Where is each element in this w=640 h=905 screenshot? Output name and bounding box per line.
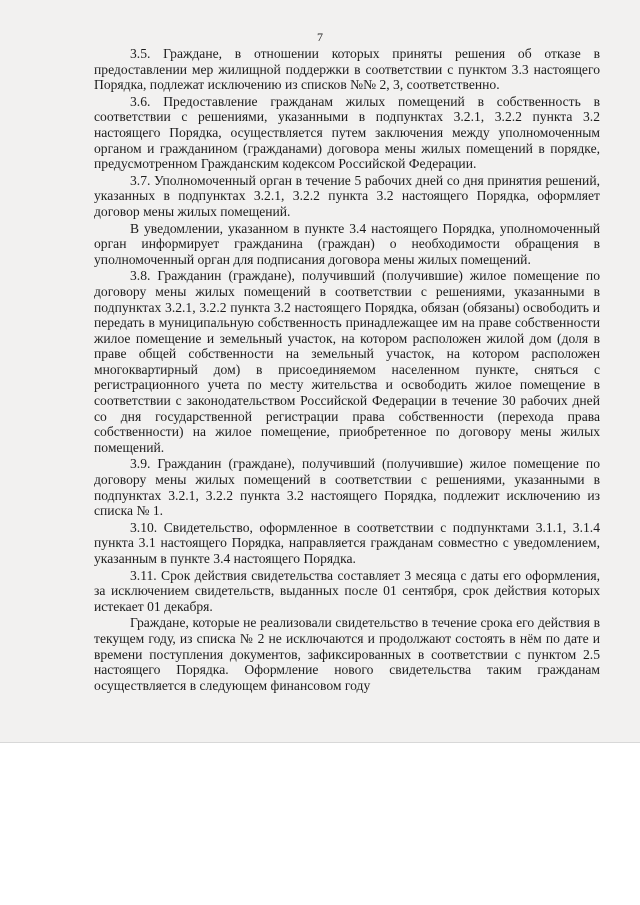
paragraph-3-6: 3.6. Предоставление гражданам жилых помещений в собственность в соответствии с решениями, указанными в подпунктах 3.2.1, 3.2.2 пункта 3.2 настоящего Порядка, осуществляется путем заключения между уполномоченным органом и гражданином (гражданами) договора мены жилых помещений в порядке, предусмотренном Гражданским кодексом Российской Федерации.	[94, 93, 600, 172]
paragraph-3-10: 3.10. Свидетельство, оформленное в соответствии с подпунктами 3.1.1, 3.1.4 пункта 3.1 настоящего Порядка, направляется гражданам совместно с уведомлением, указанным в пункте 3.4 настоящего Порядка.	[94, 519, 600, 566]
paragraph-3-8: 3.8. Гражданин (граждане), получивший (получившие) жилое помещение по договору мены жилых помещений в соответствии с решениями, указанными в подпунктах 3.2.1, 3.2.2 пункта 3.2 настоящего Порядка, обязан (обязаны) освободить и передать в муниципальную собственность принадлежащее им на праве собственности жилое помещение и земельный участок, на котором расположен жилой дом (доля в праве общей собственности на земельный участок, на котором расположен многоквартирный дом) в присоединяемом населенном пункте, сняться с регистрационного учета по месту жительства и освободить жилое помещение в соответствии с законодательством Российской Федерации в течение 30 рабочих дней со дня государственной регистрации права собственности (перехода права собственности) на жилое помещение, приобретенное по договору мены жилых помещений.	[94, 268, 600, 455]
document-body	[94, 46, 600, 693]
paragraph-3-9: 3.9. Гражданин (граждане), получивший (получившие) жилое помещение по договору мены жилых помещений в соответствии с решениями, указанными в подпунктах 3.2.1, 3.2.2 пункта 3.2 настоящего Порядка, подлежит исключению из списка № 1.	[94, 456, 600, 519]
paragraph-3-11-continuation: Граждане, которые не реализовали свидетельство в течение срока его действия в текущем году, из списка № 2 не исключаются и продолжают состоять в нём по дате и времени поступления документов, зафиксированных в соответствии с пунктом 2.5 настоящего Порядка. Оформление нового свидетельства таким гражданам осуществляется в следующем финансовом году	[94, 615, 600, 693]
page-number: 7	[317, 30, 323, 44]
paragraph-3-11: 3.11. Срок действия свидетельства составляет 3 месяца с даты его оформления, за исключением свидетельств, выданных после 01 сентября, срок действия которых истекает 01 декабря.	[94, 567, 600, 614]
paragraph-3-5: 3.5. Граждане, в отношении которых приняты решения об отказе в предоставлении мер жилищной поддержки в соответствии с пунктом 3.3 настоящего Порядка, подлежат исключению из списков №№ 2, 3, соответственно.	[94, 46, 600, 93]
paragraph-3-7-notice: В уведомлении, указанном в пункте 3.4 настоящего Порядка, уполномоченный орган информирует гражданина (граждан) о необходимости обращения в уполномоченный орган для подписания договора мены жилых помещений.	[94, 220, 600, 267]
paragraph-3-7: 3.7. Уполномоченный орган в течение 5 рабочих дней со дня принятия решений, указанных в подпунктах 3.2.1, 3.2.2 пункта 3.2 настоящего Порядка, оформляет договор мены жилых помещений.	[94, 172, 600, 219]
